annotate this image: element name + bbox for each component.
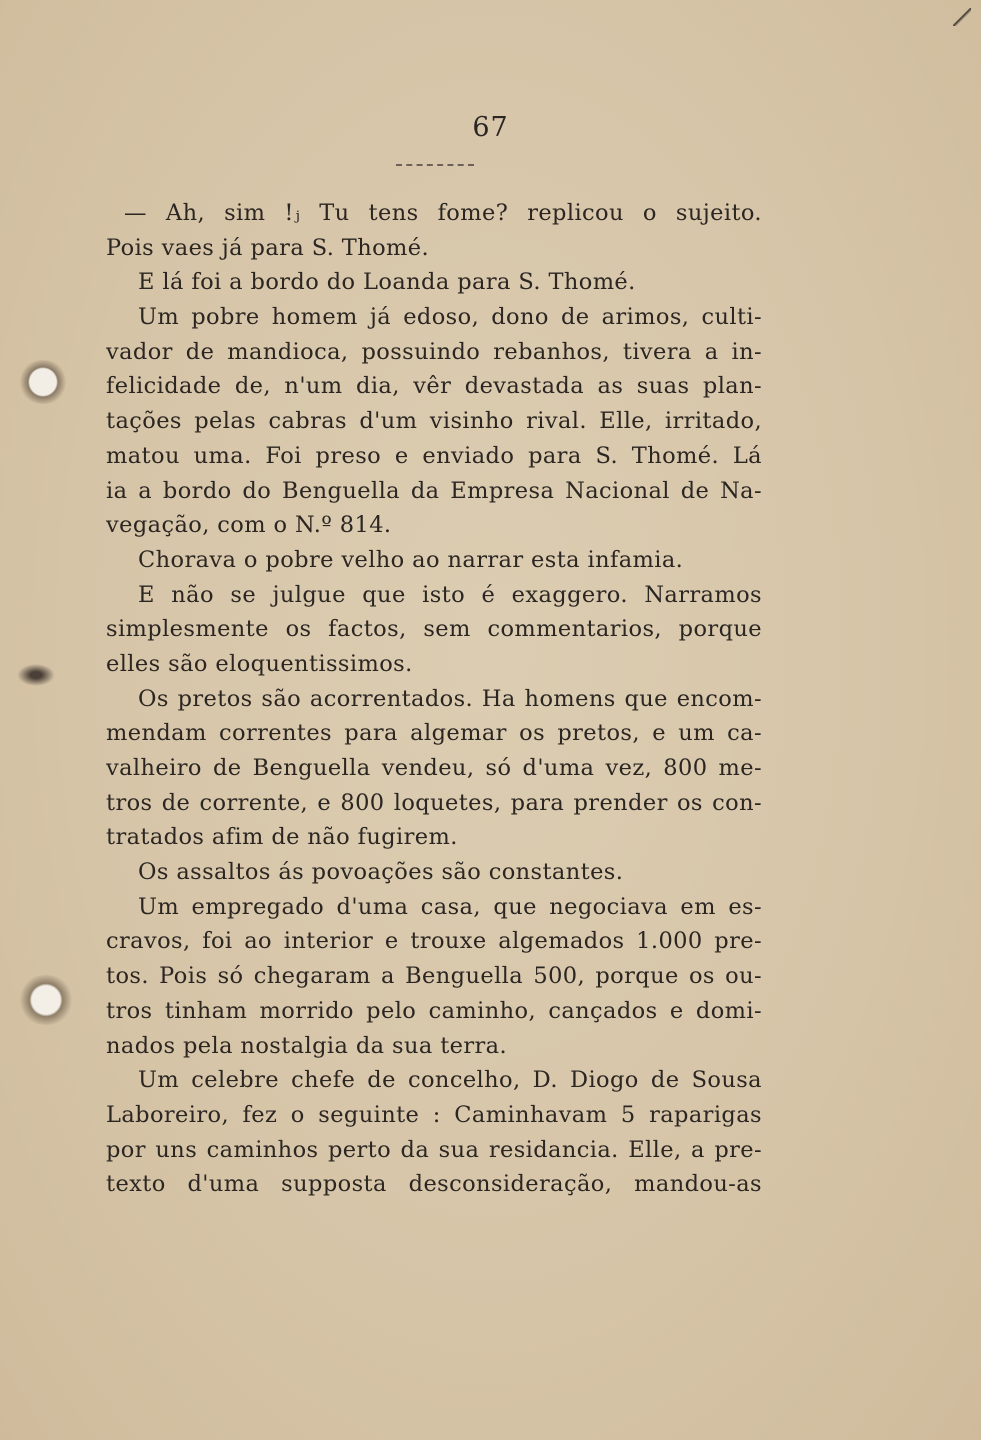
text-line: mendam correntes para algemar os pretos, e um ca- — [106, 720, 762, 747]
text-line: tos. Pois só chegaram a Benguella 500, porque os ou- — [106, 963, 762, 990]
text-line: Um empregado d'uma casa, que negociava em es- — [138, 893, 762, 920]
text-line: tações pelas cabras d'um visinho rival. Elle, irritado, — [106, 408, 762, 435]
text-line: Pois vaes já para S. Thomé. — [106, 234, 430, 261]
binding-hole-bottom — [18, 975, 74, 1025]
text-line: vador de mandioca, possuindo rebanhos, tivera a in- — [106, 338, 762, 365]
text-line: Chorava o pobre velho ao narrar esta infamia. — [138, 546, 684, 573]
text-line: Um celebre chefe de concelho, D. Diogo de Sousa — [138, 1067, 762, 1094]
text-line: vegação, com o N.º 814. — [106, 512, 392, 539]
text-line: por uns caminhos perto da sua residancia. Elle, a pre- — [106, 1136, 762, 1163]
text-line: — Ah, sim !ⱼ Tu tens fome? replicou o sujeito. — [124, 200, 762, 226]
text-line: Os assaltos ás povoações são constantes. — [138, 859, 624, 886]
text-line: Laboreiro, fez o seguinte : Caminhavam 5 raparigas — [106, 1101, 762, 1128]
text-line: cravos, foi ao interior e trouxe algemados 1.000 pre- — [106, 928, 762, 955]
text-line: texto d'uma supposta desconsideração, mandou-as — [106, 1171, 762, 1198]
text-line: ia a bordo do Benguella da Empresa Nacional de Na- — [106, 477, 762, 504]
text-line: valheiro de Benguella vendeu, só d'uma vez, 800 me- — [106, 755, 762, 781]
header-rule — [396, 164, 474, 166]
text-line: E lá foi a bordo do Loanda para S. Thomé. — [138, 269, 636, 296]
text-line: tros de corrente, e 800 loquetes, para prender os con- — [106, 789, 762, 816]
body-text — [106, 196, 762, 1202]
text-line: Um pobre homem já edoso, dono de arimos, culti- — [138, 304, 762, 331]
text-line: nados pela nostalgia da sua terra. — [106, 1032, 508, 1059]
text-line: elles são eloquentissimos. — [106, 650, 413, 677]
text-line: tros tinham morrido pelo caminho, cançados e domi- — [106, 997, 762, 1024]
text-line: felicidade de, n'um dia, vêr devastada as suas plan- — [106, 373, 762, 400]
text-line: E não se julgue que isto é exaggero. Narramos — [138, 581, 762, 608]
text-line: matou uma. Foi preso e enviado para S. Thomé. Lá — [106, 442, 762, 469]
binding-mark-middle — [14, 662, 58, 688]
text-line: Os pretos são acorrentados. Ha homens que encom- — [138, 685, 762, 712]
page-number: 67 — [472, 112, 509, 143]
binding-hole-top — [18, 360, 68, 404]
text-line: simplesmente os factos, sem commentarios, porque — [106, 616, 762, 643]
page-corner-mark — [953, 8, 971, 26]
text-line: tratados afim de não fugirem. — [106, 824, 458, 851]
